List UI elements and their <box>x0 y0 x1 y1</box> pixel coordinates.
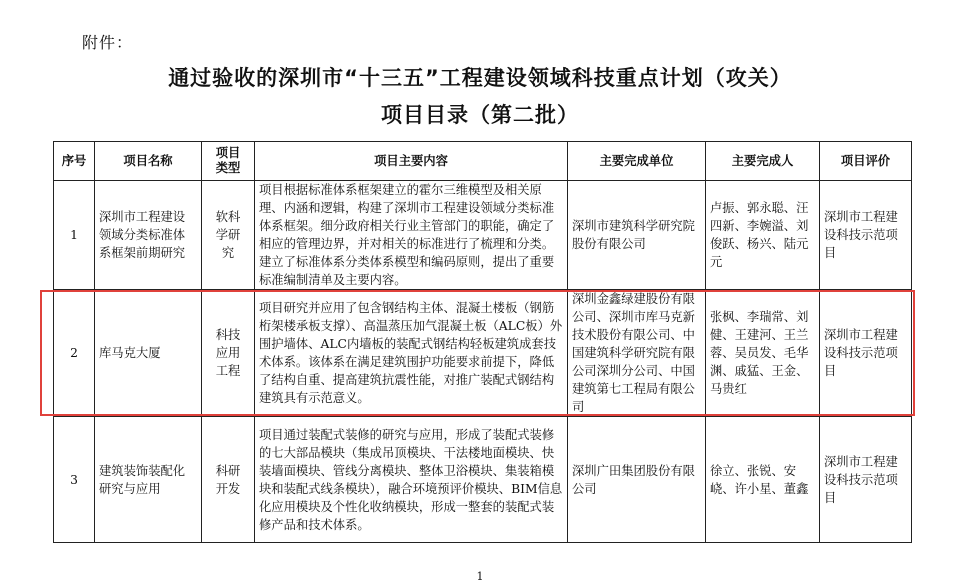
header-unit: 主要完成单位 <box>568 142 706 181</box>
cell-unit: 深圳市建筑科学研究院股份有限公司 <box>568 181 706 290</box>
cell-content: 项目根据标准体系框架建立的霍尔三维模型及相关原理、内涵和逻辑，构建了深圳市工程建设领域分类标准体系框架。细分政府相关行业主管部门的职能，确定了相应的管理边界，并对相关的标准进行了梳理和分类。建立了标准体系分类体系模型和编码原则，提出了重要标准编制清单及主要内容。 <box>255 181 568 290</box>
document-title-line-2: 项目目录（第二批） <box>381 103 579 127</box>
header-content: 项目主要内容 <box>255 142 568 181</box>
header-type: 项目类型 <box>202 142 255 181</box>
cell-no: 2 <box>54 290 95 417</box>
cell-no: 3 <box>54 417 95 543</box>
page-number: 1 <box>476 570 484 583</box>
cell-name: 深圳市工程建设领域分类标准体系框架前期研究 <box>95 181 202 290</box>
cell-evaluation: 深圳市工程建设科技示范项目 <box>820 290 912 417</box>
cell-unit: 深圳广田集团股份有限公司 <box>568 417 706 543</box>
cell-name: 库马克大厦 <box>95 290 202 417</box>
cell-persons: 卢振、郭永聪、汪四新、李婉溢、刘俊跃、杨兴、陆元元 <box>706 181 820 290</box>
project-table <box>53 141 912 543</box>
table-row <box>54 290 912 417</box>
cell-type: 软科学研究 <box>202 181 255 290</box>
cell-name: 建筑装饰装配化研究与应用 <box>95 417 202 543</box>
cell-content: 项目通过装配式装修的研究与应用，形成了装配式装修的七大部品模块（集成吊顶模块、干法楼地面模块、快装墙面模块、管线分离模块、整体卫浴模块、集装箱模块和装配式线条模块），融合环境预评价模块、BIM信息化应用模块及个性化收纳模块，形成一整套的装配式装修产品和技术体系。 <box>255 417 568 543</box>
cell-evaluation: 深圳市工程建设科技示范项目 <box>820 417 912 543</box>
cell-type: 科研开发 <box>202 417 255 543</box>
header-name: 项目名称 <box>95 142 202 181</box>
attachment-label: 附件： <box>82 33 134 52</box>
cell-evaluation: 深圳市工程建设科技示范项目 <box>820 181 912 290</box>
header-no: 序号 <box>54 142 95 181</box>
table-header-row <box>54 142 912 181</box>
cell-no: 1 <box>54 181 95 290</box>
cell-persons: 张枫、李瑞常、刘健、王建河、王兰蓉、吴员发、毛华渊、戚猛、王金、马贵红 <box>706 290 820 417</box>
cell-persons: 徐立、张锐、安峣、许小星、董鑫 <box>706 417 820 543</box>
header-persons: 主要完成人 <box>706 142 820 181</box>
header-evaluation: 项目评价 <box>820 142 912 181</box>
document-title-line-1: 通过验收的深圳市“十三五”工程建设领域科技重点计划（攻关） <box>168 66 792 90</box>
cell-content: 项目研究并应用了包含钢结构主体、混凝土楼板（钢筋桁架楼承板支撑）、高温蒸压加气混凝土板（ALC板）外围护墙体、ALC内墙板的装配式钢结构轻板建筑成套技术体系。该体系在满足建筑围护功能要求前提下，降低了结构自重、提高建筑抗震性能，对推广装配式钢结构建筑具有示范意义。 <box>255 290 568 417</box>
table-row <box>54 181 912 290</box>
table-row <box>54 417 912 543</box>
cell-type: 科技应用工程 <box>202 290 255 417</box>
cell-unit: 深圳金鑫绿建股份有限公司、深圳市库马克新技术股份有限公司、中国建筑科学研究院有限公司深圳分公司、中国建筑第七工程局有限公司 <box>568 290 706 417</box>
